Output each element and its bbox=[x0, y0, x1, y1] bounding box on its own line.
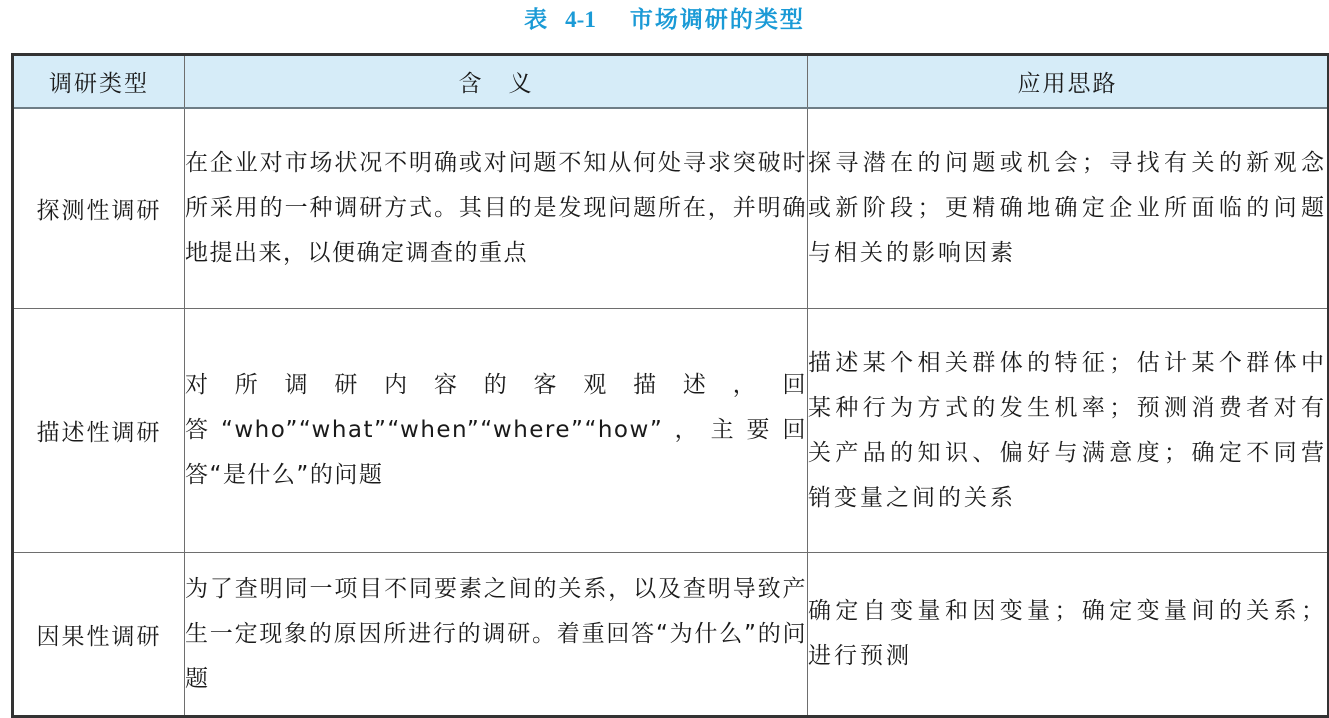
cell-type: 探测性调研 bbox=[13, 108, 185, 309]
caption-prefix: 表 bbox=[524, 7, 550, 33]
table-row-causal bbox=[13, 553, 1329, 717]
header-meaning: 含 义 bbox=[185, 55, 808, 109]
cell-type: 描述性调研 bbox=[13, 309, 185, 553]
caption-title: 市场调研的类型 bbox=[629, 7, 805, 33]
header-row bbox=[13, 55, 1329, 109]
cell-meaning: 在企业对市场状况不明确或对问题不知从何处寻求突破时所采用的一种调研方式。其目的是发现问题所在，并明确地提出来，以便确定调查的重点 bbox=[185, 108, 808, 309]
header-research-type: 调研类型 bbox=[13, 55, 185, 109]
table-caption bbox=[0, 0, 1329, 44]
cell-approach: 确定自变量和因变量；确定变量间的关系；进行预测 bbox=[808, 553, 1329, 717]
caption-number: 4-1 bbox=[565, 7, 596, 32]
cell-approach: 描述某个相关群体的特征；估计某个群体中某种行为方式的发生机率；预测消费者对有关产品的知识、偏好与满意度；确定不同营销变量之间的关系 bbox=[808, 309, 1329, 553]
table-row-descriptive bbox=[13, 309, 1329, 553]
header-application: 应用思路 bbox=[808, 55, 1329, 109]
cell-approach: 探寻潜在的问题或机会；寻找有关的新观念或新阶段；更精确地确定企业所面临的问题与相关的影响因素 bbox=[808, 108, 1329, 309]
cell-meaning: 为了查明同一项目不同要素之间的关系，以及查明导致产生一定现象的原因所进行的调研。着重回答“为什么”的问题 bbox=[185, 553, 808, 717]
cell-meaning: 对所调研内容的客观描述，回答“who”“what”“when”“where”“how”，主要回答“是什么”的问题 bbox=[185, 309, 808, 553]
table-row-exploratory bbox=[13, 108, 1329, 309]
cell-type: 因果性调研 bbox=[13, 553, 185, 717]
research-types-table bbox=[11, 53, 1329, 718]
